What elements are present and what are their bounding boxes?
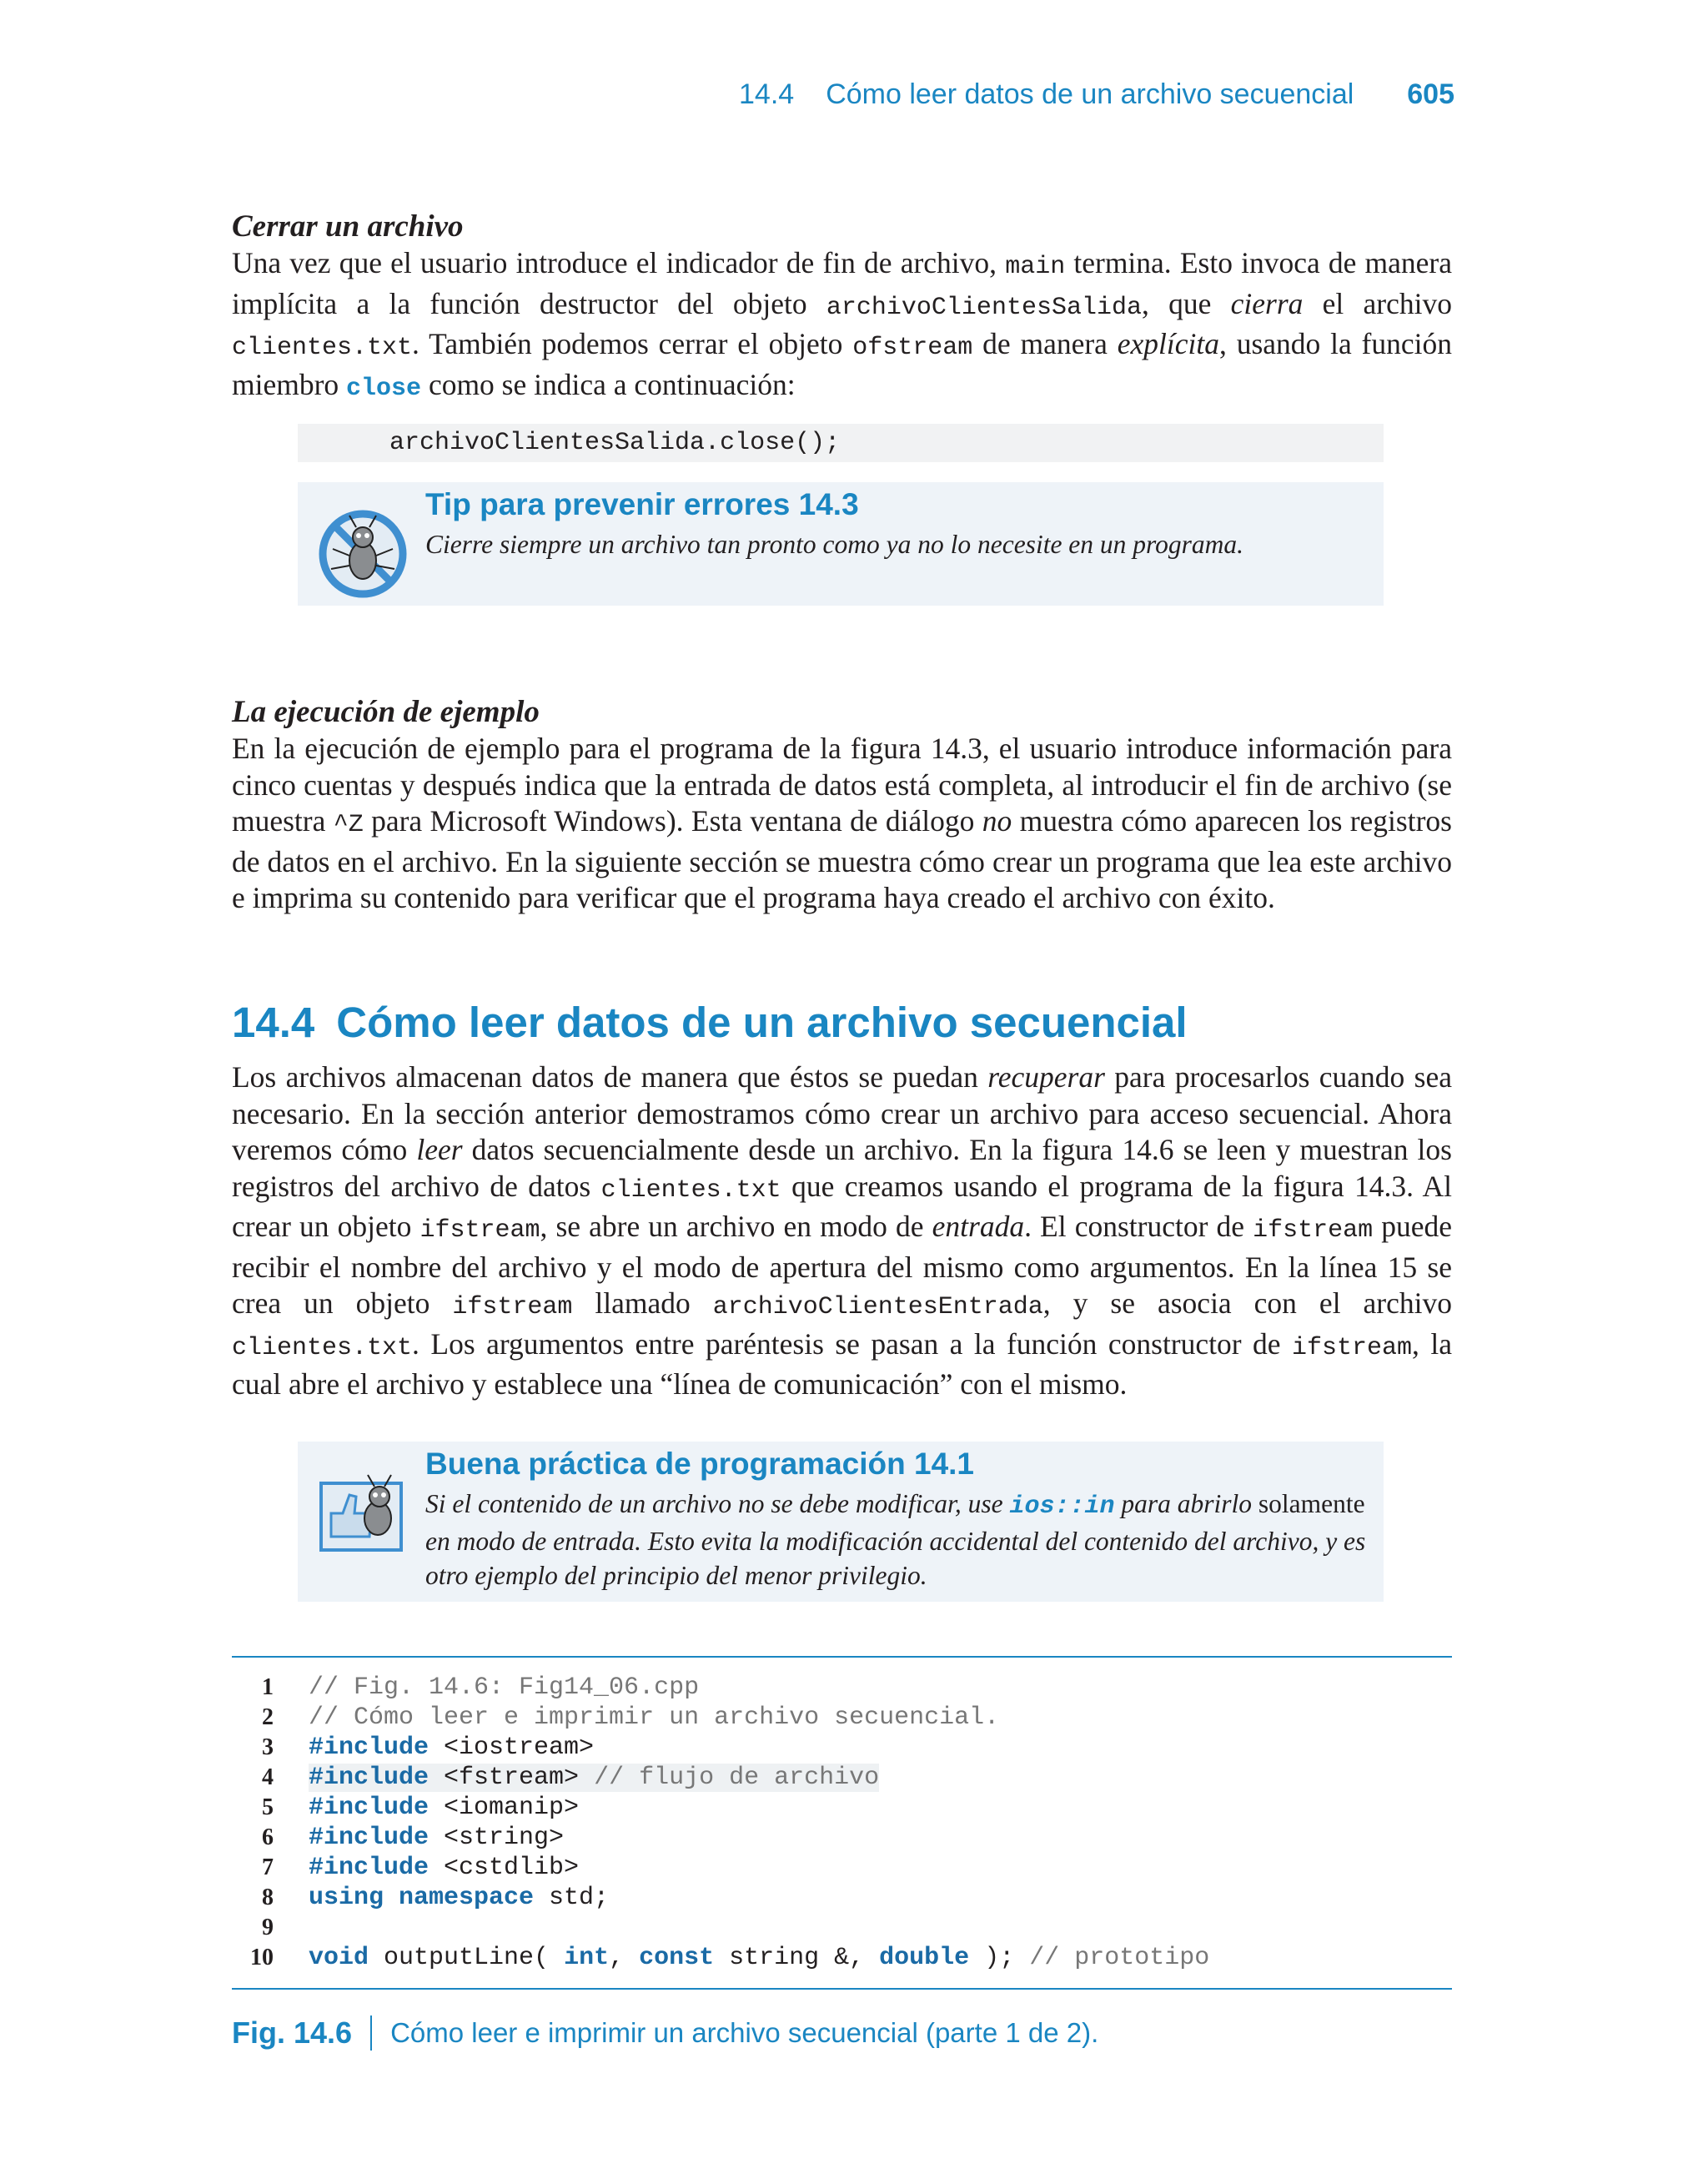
- code-line: [232, 1703, 1452, 1733]
- practice-title: Buena práctica de programación 14.1: [425, 1447, 975, 1481]
- code-keyword: const: [639, 1944, 715, 1972]
- code-comment: // prototipo: [1029, 1944, 1210, 1972]
- code-text: <iomanip>: [429, 1794, 580, 1822]
- caption-divider: [370, 2015, 372, 2051]
- error-prevention-tip: [298, 482, 1384, 606]
- code-line: [232, 1673, 1452, 1703]
- line-number: 1: [262, 1674, 274, 1700]
- close-code-snippet: archivoClientesSalida.close();: [298, 424, 1384, 462]
- line-number: 8: [262, 1885, 274, 1910]
- code-comment: // Fig. 14.6: Fig14_06.cpp: [309, 1673, 700, 1702]
- code-line: [232, 1793, 1452, 1823]
- code-source: [309, 1854, 579, 1882]
- running-head-section: 14.4: [739, 78, 795, 110]
- line-number: 2: [262, 1704, 274, 1730]
- code-lines: [232, 1658, 1452, 1988]
- code-line: [232, 1913, 1452, 1943]
- code-keyword: double: [879, 1944, 970, 1972]
- code-keyword: using namespace: [309, 1884, 535, 1912]
- code-text: string &,: [714, 1944, 880, 1972]
- code-text: std;: [534, 1884, 610, 1912]
- code-text: <iostream>: [429, 1734, 595, 1762]
- page-number: 605: [1407, 78, 1454, 110]
- code-text: <cstdlib>: [429, 1854, 580, 1882]
- figure-label: Fig. 14.6: [232, 2015, 353, 2050]
- code-source: [309, 1734, 594, 1762]
- code-source: [309, 1944, 1209, 1972]
- section-number: 14.4: [232, 999, 315, 1046]
- closing-heading: Cerrar un archivo: [232, 209, 464, 244]
- code-line: [232, 1883, 1452, 1913]
- code-keyword: #include: [309, 1854, 430, 1882]
- code-line: [232, 1733, 1452, 1763]
- code-line: [232, 1943, 1452, 1973]
- figure-caption-text: Cómo leer e imprimir un archivo secuencial (parte 1 de 2).: [390, 2017, 1099, 2048]
- code-text: ,: [609, 1944, 640, 1972]
- tip-title: Tip para prevenir errores 14.3: [425, 487, 859, 521]
- code-source: [309, 1884, 609, 1912]
- line-number: 3: [262, 1734, 274, 1760]
- line-number: 7: [262, 1854, 274, 1880]
- line-number: 9: [262, 1915, 274, 1940]
- line-number: 10: [250, 1945, 274, 1970]
- line-number: 4: [262, 1764, 274, 1790]
- tip-text: Cierre siempre un archivo tan pronto como ya no lo necesite en un programa.: [425, 530, 1244, 559]
- closing-paragraph: Una vez que el usuario introduce el indicador de fin de archivo, main termina. Esto invoca de manera implícita a la función destructor del objeto archivoClientesSalida, que cierra el archivo clientes.txt. También podemos cerrar el objeto ofstream de manera explícita, usando la función miembro close como se indica a continuación:: [232, 246, 1453, 403]
- code-line: [232, 1763, 1452, 1793]
- code-text: <fstream>: [429, 1764, 595, 1792]
- example-paragraph: En la ejecución de ejemplo para el programa de la figura 14.3, el usuario introduce información para cinco cuentas y después indica que la entrada de datos está completa, al introducir el fin de archivo (se muestra ^Z para Microsoft Windows). Esta ventana de diálogo no muestra cómo aparecen los registros de datos en el archivo. En la siguiente sección se muestra cómo crear un programa que lea este archivo e imprima su contenido para verificar que el programa haya creado el archivo con éxito.: [232, 732, 1452, 914]
- figure-caption: [232, 2015, 1098, 2051]
- code-text: outputLine(: [369, 1944, 565, 1972]
- running-head-title: Cómo leer datos de un archivo secuencial: [826, 78, 1354, 110]
- code-line: [232, 1823, 1452, 1853]
- good-practice-box: [298, 1442, 1384, 1602]
- code-source: [309, 1794, 579, 1822]
- bug-prohibited-icon: [313, 502, 413, 602]
- code-keyword: #include: [309, 1794, 430, 1822]
- example-heading: La ejecución de ejemplo: [232, 695, 540, 729]
- code-comment: // flujo de archivo: [594, 1764, 880, 1792]
- section-paragraph: Los archivos almacenan datos de manera que éstos se puedan recuperar para procesarlos cuando sea necesario. En la sección anterior demostramos cómo crear un archivo para acceso secuencial. Ahora veremos cómo leer datos secuencialmente desde un archivo. En la figura 14.6 se leen y muestran los registros del archivo de datos clientes.txt que creamos usando el programa de la figura 14.3. Al crear un objeto ifstream, se abre un archivo en modo de entrada. El constructor de ifstream puede recibir el nombre del archivo y el modo de apertura del mismo como argumentos. En la línea 15 se crea un objeto ifstream llamado archivoClientesEntrada, y se asocia con el archivo clientes.txt. Los argumentos entre paréntesis se pasan a la función constructor de ifstream, la cual abre el archivo y establece una “línea de comunicación” con el mismo.: [232, 1060, 1453, 1401]
- code-source: [309, 1764, 879, 1792]
- code-bottom-rule: [232, 1988, 1452, 1990]
- code-source: [309, 1673, 699, 1702]
- code-source: [309, 1703, 999, 1732]
- code-keyword: int: [564, 1944, 610, 1972]
- code-keyword: #include: [309, 1764, 430, 1792]
- code-keyword: #include: [309, 1824, 430, 1852]
- code-comment: // Cómo leer e imprimir un archivo secuencial.: [309, 1703, 1000, 1732]
- code-listing: [232, 1656, 1452, 1990]
- code-keyword: #include: [309, 1734, 430, 1762]
- code-text: <string>: [429, 1824, 565, 1852]
- line-number: 5: [262, 1794, 274, 1820]
- bug-thumbs-up-icon: [313, 1467, 413, 1567]
- code-keyword: void: [309, 1944, 369, 1972]
- code-source: [309, 1824, 564, 1852]
- practice-text: Si el contenido de un archivo no se debe modificar, use ios::in para abrirlo solamente en modo de entrada. Esto evita la modificación accidental del contenido del archivo, y es otro ejemplo del principio del menor privilegio.: [425, 1489, 1366, 1590]
- section-title: [232, 998, 1188, 1047]
- section-title-text: Cómo leer datos de un archivo secuencial: [336, 999, 1188, 1046]
- code-line: [232, 1853, 1452, 1883]
- code-text: );: [969, 1944, 1030, 1972]
- line-number: 6: [262, 1824, 274, 1850]
- running-head: [739, 78, 1454, 111]
